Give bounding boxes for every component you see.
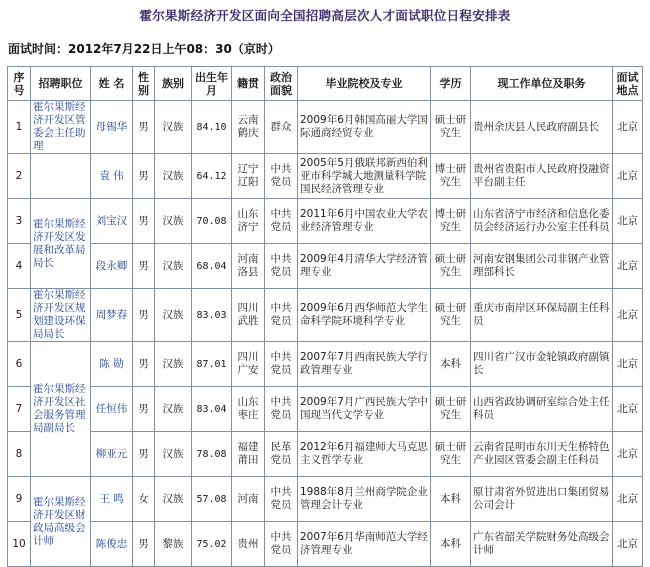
- cell-no: 4: [8, 244, 31, 289]
- cell-political: 中共党员: [265, 522, 298, 567]
- cell-employer: 山西省政协调研室综合处主任科员: [471, 387, 613, 432]
- cell-name: 王 鸣: [91, 477, 133, 522]
- cell-education: 博士研究生: [431, 199, 471, 244]
- cell-school: 2009年6月西华师范大学生命科学院环境科学专业: [298, 289, 431, 342]
- cell-ethnicity: 汉族: [155, 387, 192, 432]
- cell-education: 硕士研究生: [431, 387, 471, 432]
- cell-education: 硕士研究生: [431, 244, 471, 289]
- cell-education: 硕士研究生: [431, 432, 471, 477]
- cell-position: 霍尔果斯经济开发区发展和改革局局长: [31, 199, 91, 289]
- cell-gender: 男: [133, 289, 155, 342]
- cell-education: 硕士研究生: [431, 101, 471, 154]
- cell-school: 2012年6月福建师大马克思主义哲学专业: [298, 432, 431, 477]
- interview-schedule-table: [7, 66, 643, 567]
- cell-name: 陈俊忠: [91, 522, 133, 567]
- cell-political: 中共党员: [265, 477, 298, 522]
- header-birth: 出生年月: [192, 67, 232, 101]
- cell-ethnicity: 汉族: [155, 342, 192, 387]
- cell-employer: 河南安钢集团公司非钢产业管理部科长: [471, 244, 613, 289]
- cell-no: 5: [8, 289, 31, 342]
- cell-school: 2005年5月俄联邦新西伯利亚市科学城大地测量科学院国民经济管理专业: [298, 154, 431, 199]
- header-employer: 现工作单位及职务: [471, 67, 613, 101]
- cell-ethnicity: 汉族: [155, 101, 192, 154]
- cell-ethnicity: 汉族: [155, 477, 192, 522]
- cell-birth: 87.01: [192, 342, 232, 387]
- cell-gender: 男: [133, 244, 155, 289]
- cell-birth: 70.08: [192, 199, 232, 244]
- cell-education: 硕士研究生: [431, 289, 471, 342]
- cell-birth: 57.08: [192, 477, 232, 522]
- cell-ethnicity: 汉族: [155, 199, 192, 244]
- cell-birth: 64.12: [192, 154, 232, 199]
- cell-no: 6: [8, 342, 31, 387]
- cell-name: 柳亚元: [91, 432, 133, 477]
- cell-origin: 河南: [232, 477, 265, 522]
- header-ethnicity: 族别: [155, 67, 192, 101]
- cell-no: 10: [8, 522, 31, 567]
- cell-ethnicity: 汉族: [155, 432, 192, 477]
- cell-origin: 贵州: [232, 522, 265, 567]
- table-row: [8, 244, 643, 289]
- cell-name: 周梦春: [91, 289, 133, 342]
- cell-education: 本科: [431, 342, 471, 387]
- cell-name: 段永卿: [91, 244, 133, 289]
- cell-education: 博士研究生: [431, 154, 471, 199]
- cell-name: 任恒伟: [91, 387, 133, 432]
- cell-origin: 山东枣庄: [232, 387, 265, 432]
- cell-no: 8: [8, 432, 31, 477]
- cell-employer: 广东省韶关学院财务处高级会计师: [471, 522, 613, 567]
- cell-origin: 福建莆田: [232, 432, 265, 477]
- header-education: 学历: [431, 67, 471, 101]
- cell-school: 2009年7月广西民族大学中国现当代文学专业: [298, 387, 431, 432]
- cell-employer: 重庆市南岸区环保局副主任科员: [471, 289, 613, 342]
- table-row: [8, 477, 643, 522]
- cell-location: 北京: [613, 342, 643, 387]
- cell-political: 中共党员: [265, 154, 298, 199]
- cell-no: 9: [8, 477, 31, 522]
- cell-location: 北京: [613, 522, 643, 567]
- cell-location: 北京: [613, 244, 643, 289]
- cell-ethnicity: 汉族: [155, 154, 192, 199]
- cell-origin: 辽宁辽阳: [232, 154, 265, 199]
- cell-school: 2009年6月韩国高丽大学国际通商经贸专业: [298, 101, 431, 154]
- cell-education: 本科: [431, 477, 471, 522]
- header-political: 政治面貌: [265, 67, 298, 101]
- cell-school: 2007年7月西南民族大学行政管理专业: [298, 342, 431, 387]
- cell-position: [31, 154, 91, 199]
- cell-no: 3: [8, 199, 31, 244]
- cell-political: 中共党员: [265, 387, 298, 432]
- cell-birth: 78.08: [192, 432, 232, 477]
- cell-birth: 68.04: [192, 244, 232, 289]
- page-title: 霍尔果斯经济开发区面向全国招聘高层次人才面试职位日程安排表: [139, 8, 511, 23]
- cell-location: 北京: [613, 432, 643, 477]
- cell-political: 中共党员: [265, 244, 298, 289]
- table-row: [8, 342, 643, 387]
- table-row: [8, 154, 643, 199]
- table-row: [8, 199, 643, 244]
- cell-position: 霍尔果斯经济开发区规划建设环保局局长: [31, 289, 91, 342]
- header-school: 毕业院校及专业: [298, 67, 431, 101]
- cell-location: 北京: [613, 387, 643, 432]
- header-no: 序号: [8, 67, 31, 101]
- cell-birth: 83.03: [192, 289, 232, 342]
- cell-gender: 男: [133, 432, 155, 477]
- cell-location: 北京: [613, 199, 643, 244]
- cell-origin: 山东济宁: [232, 199, 265, 244]
- cell-location: 北京: [613, 101, 643, 154]
- table-row: [8, 101, 643, 154]
- cell-origin: 云南鹤庆: [232, 101, 265, 154]
- cell-name: 刘宝汉: [91, 199, 133, 244]
- cell-employer: 四川省广汉市金轮镇政府副镇长: [471, 342, 613, 387]
- cell-ethnicity: 汉族: [155, 244, 192, 289]
- header-origin: 籍贯: [232, 67, 265, 101]
- cell-ethnicity: 汉族: [155, 289, 192, 342]
- cell-birth: 83.04: [192, 387, 232, 432]
- cell-name: 袁 伟: [91, 154, 133, 199]
- table-row: [8, 432, 643, 477]
- cell-no: 7: [8, 387, 31, 432]
- header-location: 面试地点: [613, 67, 643, 101]
- cell-name: 陈 勋: [91, 342, 133, 387]
- table-row: [8, 387, 643, 432]
- cell-school: 1988年8月兰州商学院企业管理会计专业: [298, 477, 431, 522]
- table-row: [8, 522, 643, 567]
- cell-school: 2007年6月华南师范大学经济管理专业: [298, 522, 431, 567]
- cell-gender: 男: [133, 101, 155, 154]
- cell-location: 北京: [613, 477, 643, 522]
- cell-location: 北京: [613, 154, 643, 199]
- cell-school: 2011年6月中国农业大学农业经济管理专业: [298, 199, 431, 244]
- header-position: 招聘职位: [31, 67, 91, 101]
- cell-position: 霍尔果斯经济开发区财政局高级会计师: [31, 477, 91, 567]
- cell-employer: 云南省昆明市东川天生桥特色产业园区管委会副主任科员: [471, 432, 613, 477]
- cell-birth: 75.02: [192, 522, 232, 567]
- interview-time: 面试时间：2012年7月22日上午08：30（京时）: [8, 42, 280, 56]
- cell-no: 1: [8, 101, 31, 154]
- cell-ethnicity: 黎族: [155, 522, 192, 567]
- cell-education: 本科: [431, 522, 471, 567]
- header-gender: 性别: [133, 67, 155, 101]
- cell-political: 中共党员: [265, 289, 298, 342]
- header-name: 姓 名: [91, 67, 133, 101]
- cell-gender: 男: [133, 342, 155, 387]
- cell-origin: 四川武胜: [232, 289, 265, 342]
- cell-gender: 女: [133, 477, 155, 522]
- cell-employer: 贵州省贵阳市人民政府投融资平台副主任: [471, 154, 613, 199]
- cell-origin: 四川广安: [232, 342, 265, 387]
- table-row: [8, 289, 643, 342]
- cell-origin: 河南洛县: [232, 244, 265, 289]
- cell-employer: 贵州余庆县人民政府副县长: [471, 101, 613, 154]
- header-row: [8, 67, 643, 101]
- cell-name: 母锡华: [91, 101, 133, 154]
- cell-gender: 男: [133, 387, 155, 432]
- cell-employer: 原甘肃省外贸进出口集团贸易公司会计: [471, 477, 613, 522]
- cell-political: 中共党员: [265, 199, 298, 244]
- cell-location: 北京: [613, 289, 643, 342]
- cell-political: 民革党员: [265, 432, 298, 477]
- cell-position: 霍尔果斯经济开发区社会服务管理局副局长: [31, 342, 91, 477]
- cell-gender: 男: [133, 199, 155, 244]
- cell-gender: 男: [133, 154, 155, 199]
- cell-birth: 84.10: [192, 101, 232, 154]
- cell-political: 中共党员: [265, 342, 298, 387]
- cell-position: 霍尔果斯经济开发区管委会主任助理: [31, 101, 91, 154]
- cell-school: 2009年4月清华大学经济管理专业: [298, 244, 431, 289]
- cell-political: 群众: [265, 101, 298, 154]
- cell-gender: 男: [133, 522, 155, 567]
- cell-no: 2: [8, 154, 31, 199]
- cell-employer: 山东省济宁市经济和信息化委员会经济运行办公室主任科员: [471, 199, 613, 244]
